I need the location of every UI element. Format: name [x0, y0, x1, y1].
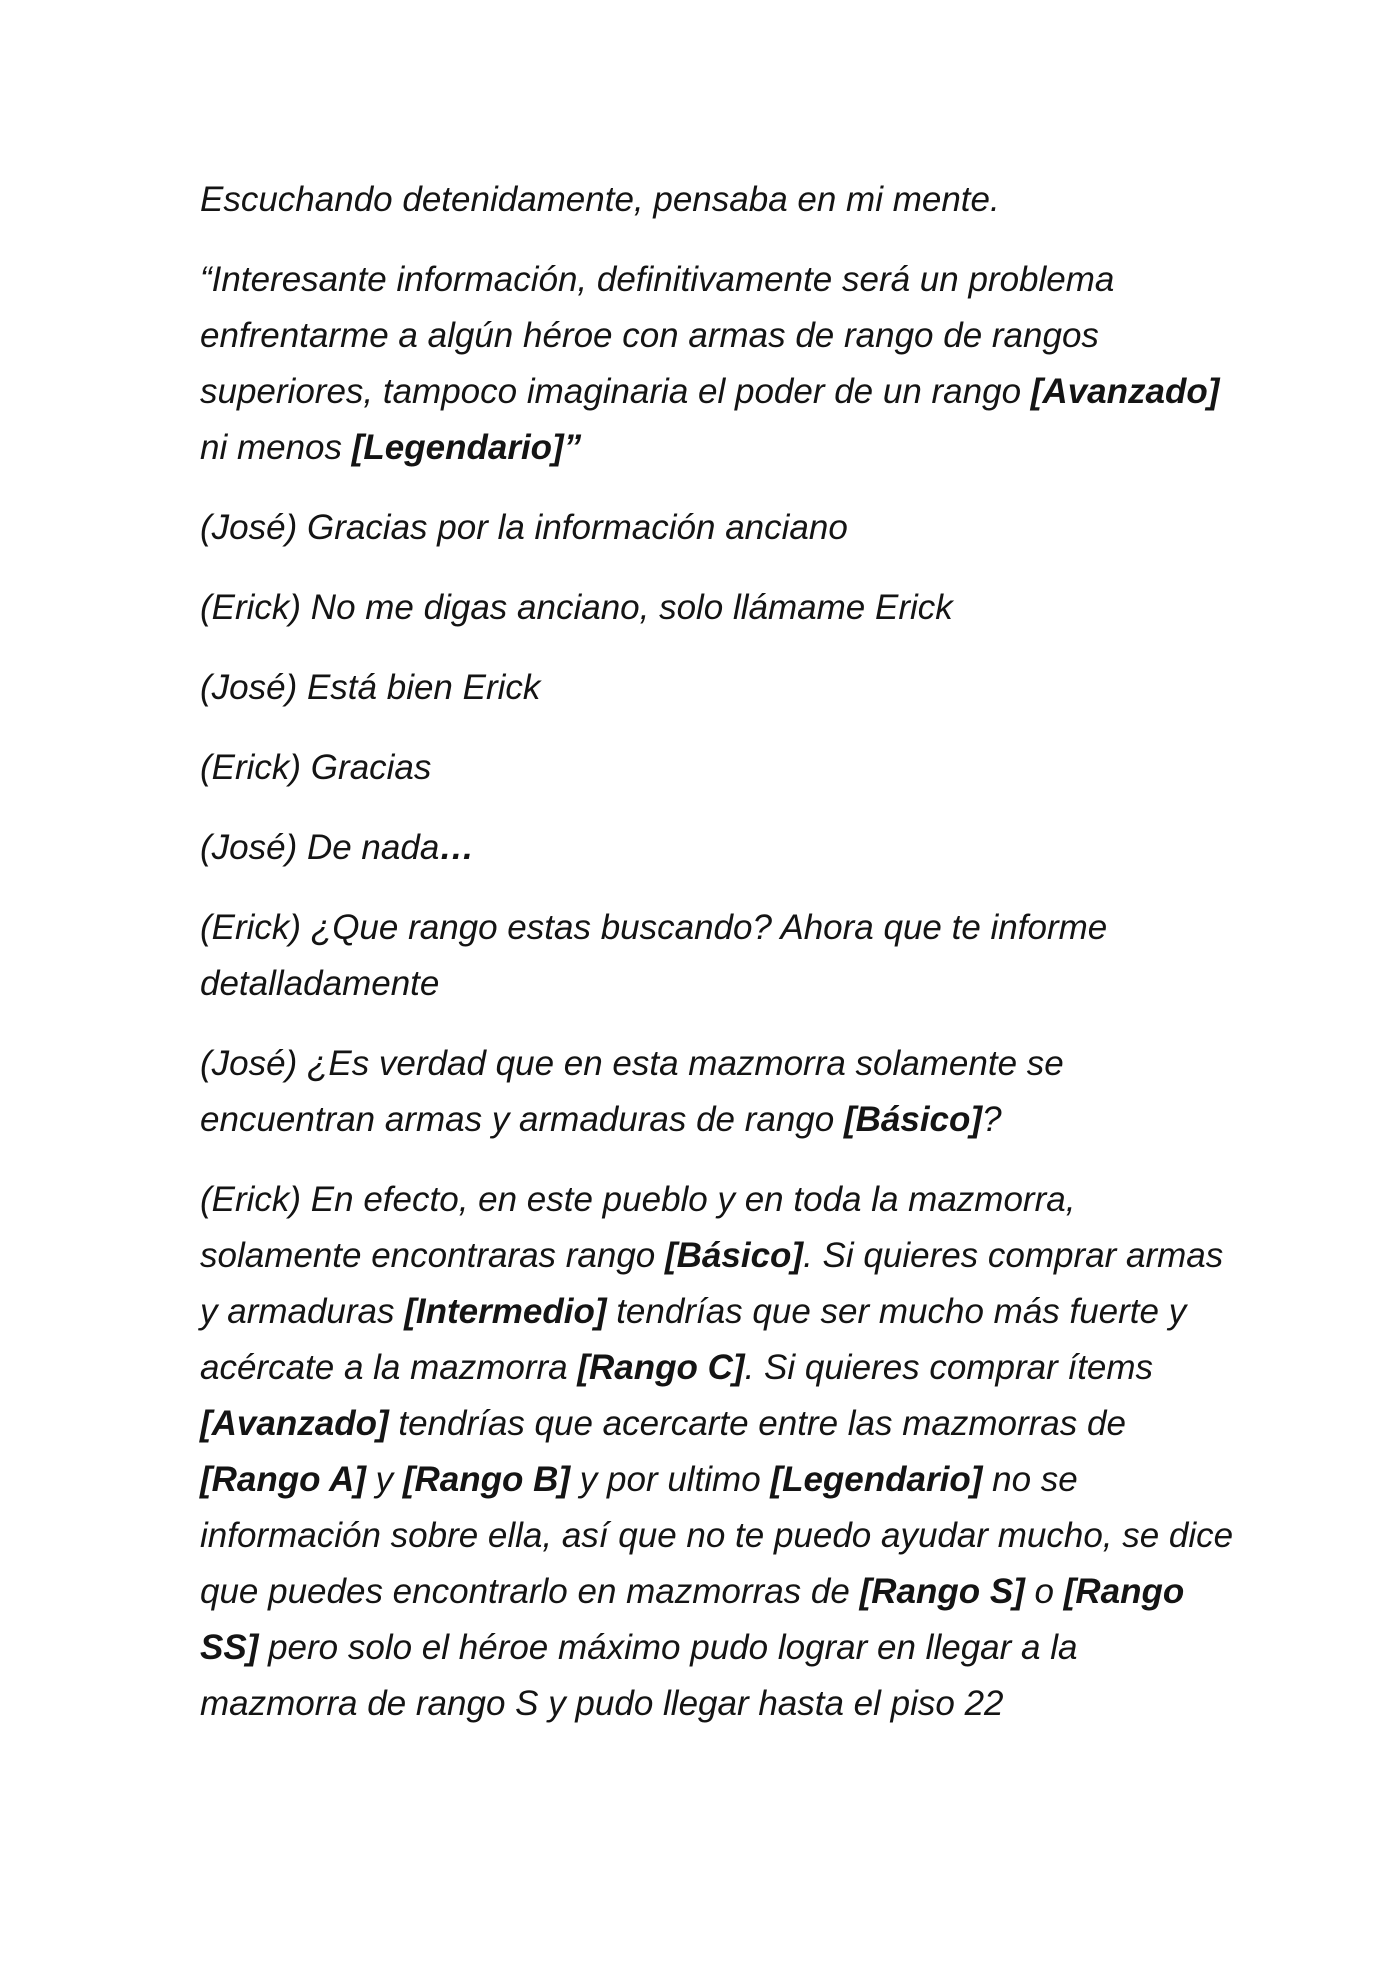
rank-tag: [Rango A] [200, 1460, 366, 1499]
paragraph-dialogue [200, 740, 1240, 796]
rank-tag: [Rango SS] [200, 1572, 1185, 1667]
text-run: Escuchando detenidamente, pensaba en mi mente. [200, 180, 1000, 219]
text-run: . Si quieres comprar armas y armaduras [200, 1236, 1224, 1331]
rank-tag: [Legendario]” [351, 428, 582, 467]
paragraph-dialogue [200, 580, 1240, 636]
rank-tag: [Rango S] [859, 1572, 1025, 1611]
paragraph-dialogue [200, 1036, 1240, 1148]
text-run: “Interesante información, definitivamente será un problema enfrentarme a algún héroe con armas de rango de rangos superiores, tampoco imaginaria el poder de un rango [200, 260, 1115, 411]
paragraph-dialogue [200, 900, 1240, 1012]
rank-tag: [Avanzado] [200, 1404, 389, 1443]
paragraph-dialogue [200, 660, 1240, 716]
paragraph-thought [200, 252, 1240, 476]
rank-tag: [Legendario] [770, 1460, 983, 1499]
text-run: y [365, 1460, 403, 1499]
text-run: (Erick) Gracias [200, 748, 432, 787]
text-run: . Si quieres comprar ítems [744, 1348, 1154, 1387]
text-run: y por ultimo [570, 1460, 771, 1499]
text-run: (José) Gracias por la información anciano [200, 508, 848, 547]
text-run: (Erick) No me digas anciano, solo llámame Erick [200, 588, 953, 627]
rank-tag: [Rango C] [577, 1348, 745, 1387]
paragraph-narration [200, 172, 1240, 228]
text-run: (José) ¿Es verdad que en esta mazmorra solamente se encuentran armas y armaduras de rango [200, 1044, 1064, 1139]
rank-tag: [Rango B] [402, 1460, 571, 1499]
text-run: ni menos [200, 428, 352, 467]
text-run: tendrías que acercarte entre las mazmorras de [388, 1404, 1126, 1443]
rank-tag: [Avanzado] [1030, 372, 1220, 411]
rank-tag: [Básico] [843, 1100, 983, 1139]
text-run: tendrías que ser mucho más fuerte y acércate a la mazmorra [200, 1292, 1187, 1387]
text-run: (José) De nada [200, 828, 440, 867]
text-run: ? [982, 1100, 1002, 1139]
text-run: no se información sobre ella, así que no te puedo ayudar mucho, se dice que puedes encontrarlo en mazmorras de [200, 1460, 1234, 1611]
text-run: o [1024, 1572, 1064, 1611]
rank-tag: [Básico] [665, 1236, 804, 1275]
paragraph-dialogue [200, 820, 1240, 876]
text-run: (Erick) ¿Que rango estas buscando? Ahora que te informe detalladamente [200, 908, 1108, 1003]
paragraph-dialogue [200, 500, 1240, 556]
rank-tag: [Intermedio] [404, 1292, 607, 1331]
text-run: (Erick) En efecto, en este pueblo y en toda la mazmorra, solamente encontraras rango [200, 1180, 1076, 1275]
ellipsis: … [439, 828, 475, 867]
text-run: pero solo el héroe máximo pudo lograr en llegar a la mazmorra de rango S y pudo llegar hasta el piso 22 [200, 1628, 1078, 1723]
document-page [200, 172, 1240, 1756]
paragraph-dialogue [200, 1172, 1240, 1732]
text-run: (José) Está bien Erick [200, 668, 541, 707]
